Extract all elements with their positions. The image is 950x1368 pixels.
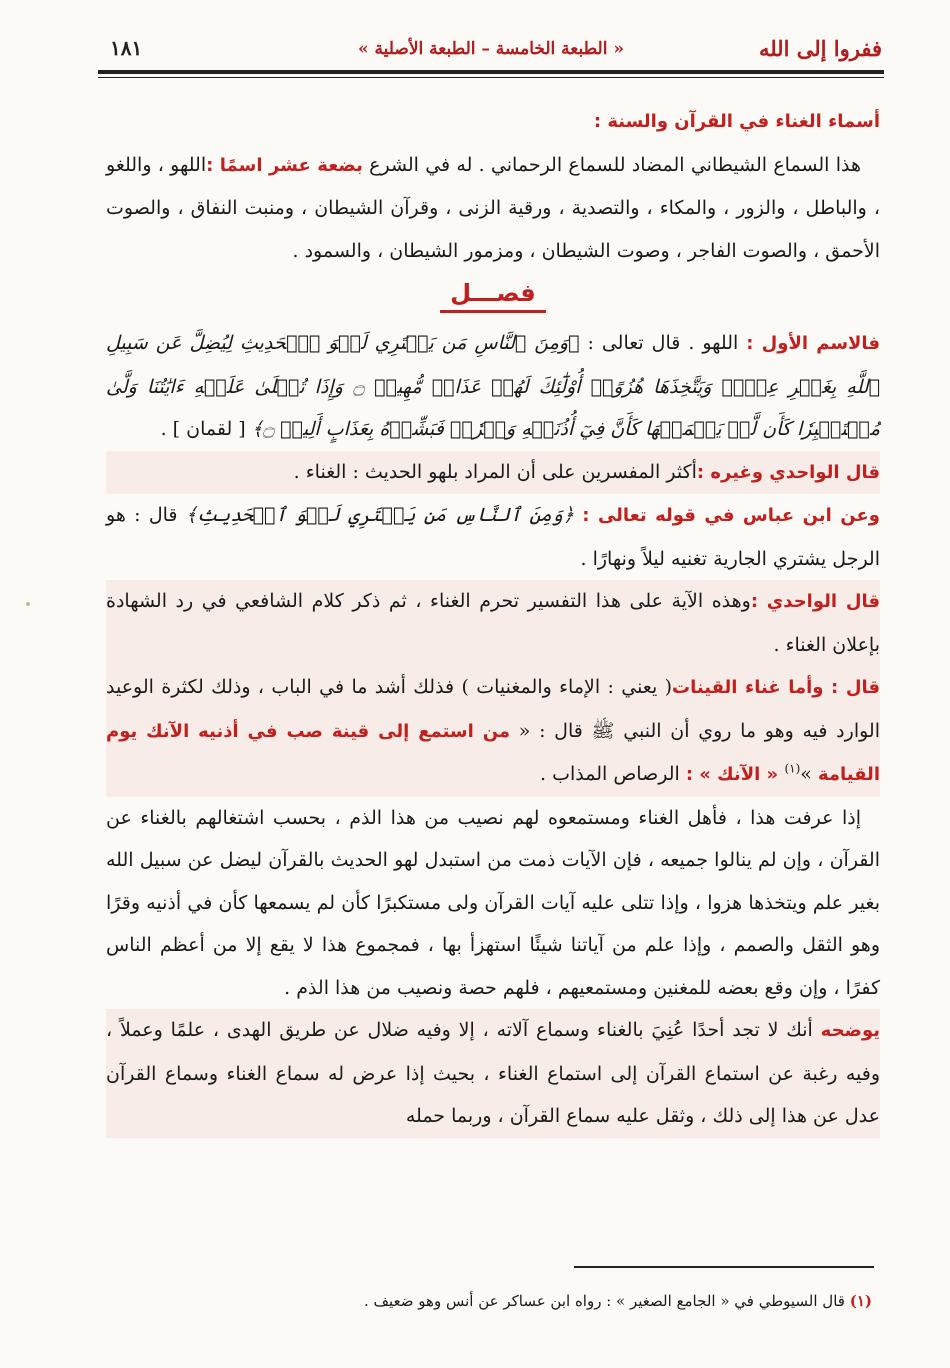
quran-verse: ﴿وَمِنَ ٱلنَّاسِ مَن يَشۡتَرِي لَهۡوَ ٱلۡحَدِيثِ لِيُضِلَّ عَن سَبِيلِ ٱللَّهِ بِغَيۡرِ عِلۡمٖ وَيَتَّخِذَهَا هُزُوًاۚ أُوْلَٰٓئِكَ لَهُمۡ عَذَابٞ مُّهِينٞ ۝ وَإِذَا تُتۡلَىٰ عَلَيۡهِ ءَايَٰتُنَا وَلَّىٰ مُسۡتَكۡبِرٗا كَأَن لَّمۡ يَسۡمَعۡهَا كَأَنَّ فِيٓ أُذُنَيۡهِ وَقۡرٗاۖ فَبَشِّرۡهُ بِعَذَابٍ أَلِيمٖ ۝﴾ [106,332,880,440]
section-heading: أسماء الغناء في القرآن والسنة : [593,111,880,132]
footnote-rule [574,1266,874,1268]
footnote-number: (١) [849,1292,872,1310]
edition-label: « الطبعة الخامسة – الطبعة الأصلية » [357,39,624,59]
paragraph-clarification: يوضحه أنك لا تجد أحدًا عُنِيَ بالغناء وسماع آلاته ، إلا وفيه ضلال عن طريق الهدى ، علمًا وعملاً ، وفيه رغبة عن استماع القرآن إلى استماع الغناء ، بحيث إذا عرض له سماع الغناء وسماع القرآن عدل عن هذا إلى ذلك ، وثقل عليه سماع القرآن ، وربما حمله [106,1009,880,1138]
header-rule-thin [98,77,884,78]
footnote-text: قال السيوطي في « الجامع الصغير » : رواه ابن عساكر عن أنس وهو ضعيف . [363,1292,850,1310]
fasl-heading: فصـــل [440,276,545,313]
fasl-divider [106,272,880,322]
paragraph-explanation: إذا عرفت هذا ، فأهل الغناء ومستمعوه لهم نصيب من هذا الذم ، بحسب اشتغالهم بالغناء عن القرآن ، وإن لم ينالوا جميعه ، فإن الآيات ذمت من استبدل لهو الحديث بالقرآن ليضل عن سبيل الله بغير علم ويتخذها هزوا ، وإذا تتلى عليه آيات القرآن ولى مستكبرًا كأن لم يسمعها كأن في أذنيه وقرًا وهو الثقل والصمم ، وإذا علم من آياتنا شيئًا استهزأ بها ، فمجموع هذا لا يقع إلا من أعظم الناس كفرًا ، وإن وقع بعضه للمغنين ومستمعيهم ، فلهم حصة ونصيب من هذا الذم . [106,806,880,999]
surah-reference: [ لقمان ] . [160,418,252,440]
quran-verse: ﴿وَمِنَ ٱلنَّاسِ مَن يَشۡتَرِي لَهۡوَ ٱلۡحَدِيثِ﴾ [185,504,583,526]
paragraph-first-name: فالاسم الأول : اللهو . قال تعالى : ﴿وَمِنَ ٱلنَّاسِ مَن يَشۡتَرِي لَهۡوَ ٱلۡحَدِيثِ لِيُضِلَّ عَن سَبِيلِ ٱللَّهِ بِغَيۡرِ عِلۡمٖ وَيَتَّخِذَهَا هُزُوًاۚ أُوْلَٰٓئِكَ لَهُمۡ عَذَابٞ مُّهِينٞ ۝ وَإِذَا تُتۡلَىٰ عَلَيۡهِ ءَايَٰتُنَا وَلَّىٰ مُسۡتَكۡبِرٗا كَأَن لَّمۡ يَسۡمَعۡهَا كَأَنَّ فِيٓ أُذُنَيۡهِ وَقۡرٗاۖ فَبَشِّرۡهُ بِعَذَابٍ أَلِيمٖ ۝﴾ [ لقمان ] . [106,332,880,440]
paragraph-wahidi-2: قال الواحدي :وهذه الآية على هذا التفسير تحرم الغناء ، ثم ذكر كلام الشافعي في رد الشهادة بإعلان الغناء . [106,580,880,666]
paragraph-wahidi: قال الواحدي وغيره :أكثر المفسرين على أن المراد بلهو الحديث : الغناء . [106,451,880,495]
page-header [100,30,882,70]
hadith-text: من استمع إلى قينة صب في أذنيه الآنك يوم القيامة [106,720,880,785]
paragraph-names-of-singing: هذا السماع الشيطاني المضاد للسماع الرحماني . له في الشرع بضعة عشر اسمًا :اللهو ، واللغو ، والباطل ، والزور ، والمكاء ، والتصدية ، ورقية الزنى ، وقرآن الشيطان ، ومنبت النفاق ، والصوت الأحمق ، والصوت الفاجر ، وصوت الشيطان ، ومزمور الشيطان ، والسمود . [106,153,880,262]
footnote [106,1290,872,1312]
paragraph-ibn-abbas: وعن ابن عباس في قوله تعالى : ﴿وَمِنَ ٱلنَّاسِ مَن يَشۡتَرِي لَهۡوَ ٱلۡحَدِيثِ﴾ قال : هو الرجل يشتري الجارية تغنيه ليلاً ونهارًا . [106,504,880,570]
header-rule-thick [98,70,884,74]
running-title: ففروا إلى الله [758,36,882,61]
footnote-marker[interactable]: (١) [784,761,801,776]
page-number: ١٨١ [110,36,143,60]
paragraph-qaynat: قال : وأما غناء القينات( يعني : الإماء والمغنيات ) فذلك أشد ما في الباب ، وذلك لكثرة الوعيد الوارد فيه وهو ما روي أن النبي ﷺ قال : « من استمع إلى قينة صب في أذنيه الآنك يوم القيامة »$^{(١)}$ « الآنك » : الرصاص المذاب . [106,666,880,797]
margin-speck [26,602,30,606]
main-text [106,100,880,1138]
